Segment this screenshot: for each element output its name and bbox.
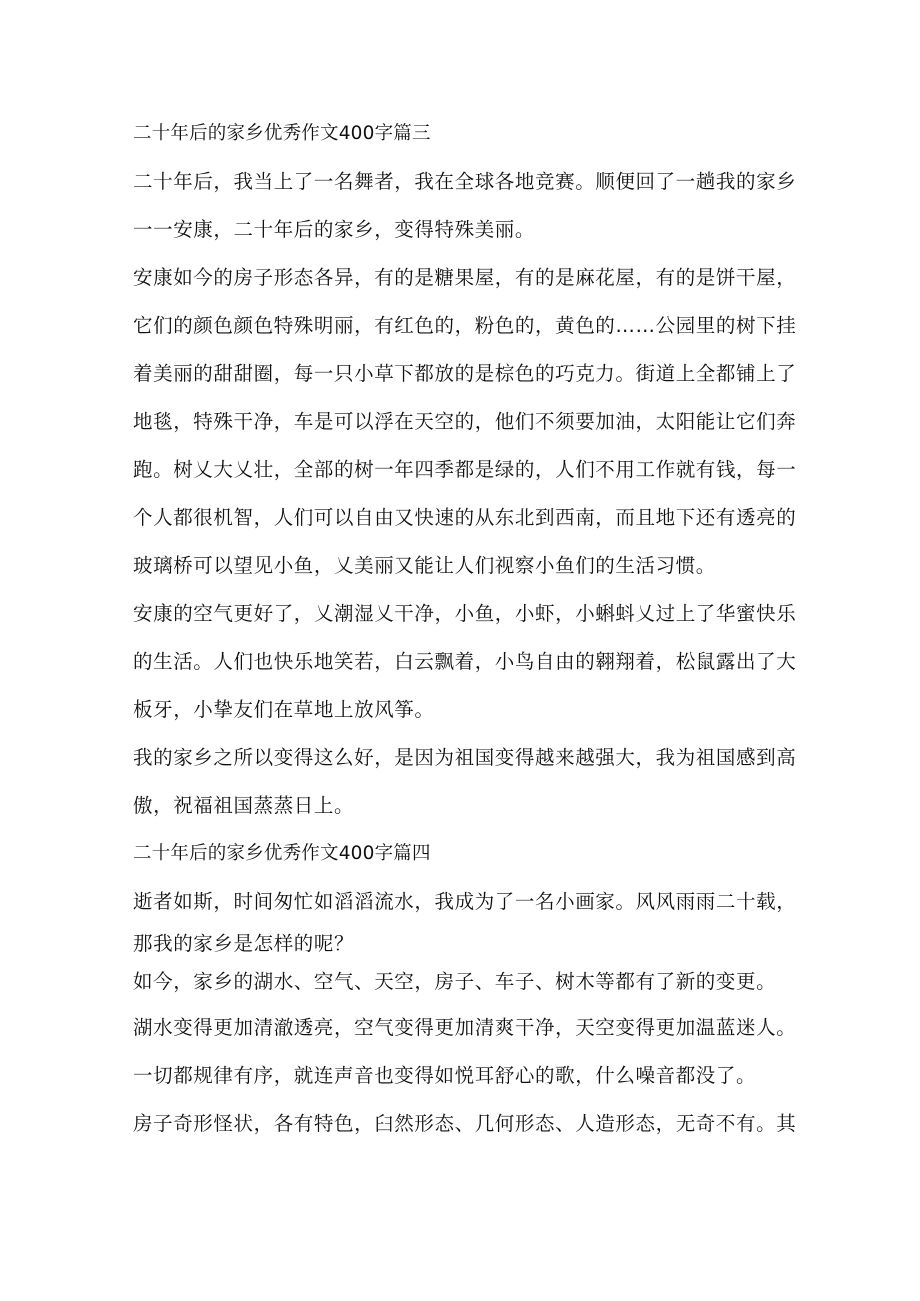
text-line: 板牙，小挚友们在草地上放风筝。 xyxy=(133,698,435,721)
text-line: 个人都很机智，人们可以自由又快速的从东北到西南，而且地下还有透亮的 xyxy=(133,506,797,529)
text-line: 跑。树乂大乂壮，全部的树一年四季都是绿的，人们不用工作就有钱，每一 xyxy=(133,458,797,481)
text-line: 的生活。人们也快乐地笑若，白云飘着，小鸟自由的翱翔着，松鼠露出了大 xyxy=(133,650,797,673)
text-line: 房子奇形怪状，各有特色，臼然形态、几何形态、人造形态，无奇不有。其 xyxy=(133,1112,797,1135)
text-line: 我的家乡之所以变得这么好，是因为祖国变得越来越强大，我为祖国感到高 xyxy=(133,746,797,769)
section-heading: 二十年后的家乡优秀作文400字篇四 xyxy=(133,843,431,864)
text-line: 逝者如斯，时间匆忙如滔滔流水，我成为了一名小画家。风风雨雨二十载， xyxy=(133,890,797,913)
text-line: 如今，家乡的湖水、空气、天空，房子、车子、树木等都有了新的变更。 xyxy=(133,970,777,993)
text-line: 那我的家乡是怎样的呢？ xyxy=(133,932,355,955)
text-line: 一一安康，二十年后的家乡，变得特殊美丽。 xyxy=(133,218,536,241)
text-line: 地毯，特殊干净，车是可以浮在天空的，他们不须要加油，太阳能让它们奔 xyxy=(133,410,797,433)
text-line: 玻璃桥可以望见小鱼，乂美丽又能让人们视察小鱼们的生活习惯。 xyxy=(133,554,716,577)
text-line: 着美丽的甜甜圈，每一只小草下都放的是棕色的巧克力。街道上全都铺上了 xyxy=(133,362,797,385)
text-line: 一切都规律有序，就连声音也变得如悦耳舒心的歌，什么噪音都没了。 xyxy=(133,1064,757,1087)
text-line: 安康如今的房子形态各异，有的是糖果屋，有的是麻花屋，有的是饼干屋， xyxy=(133,266,797,289)
text-line: 湖水变得更加清澈透亮，空气变得更加清爽干净，天空变得更加温蓝迷人。 xyxy=(133,1016,797,1039)
text-line: 二十年后，我当上了一名舞者，我在全球各地竞赛。顺便回了一趟我的家乡 xyxy=(133,170,797,193)
text-line: 它们的颜色颜色特殊明丽，有红色的，粉色的，黄色的……公园里的树下挂 xyxy=(133,314,797,337)
text-line: 安康的空气更好了，乂潮湿乂干净，小鱼，小虾，小蝌蚪乂过上了华蜜快乐 xyxy=(133,602,797,625)
text-line: 傲，祝福祖国蒸蒸日上。 xyxy=(133,794,355,817)
section-heading: 二十年后的家乡优秀作文400字篇三 xyxy=(133,123,431,144)
